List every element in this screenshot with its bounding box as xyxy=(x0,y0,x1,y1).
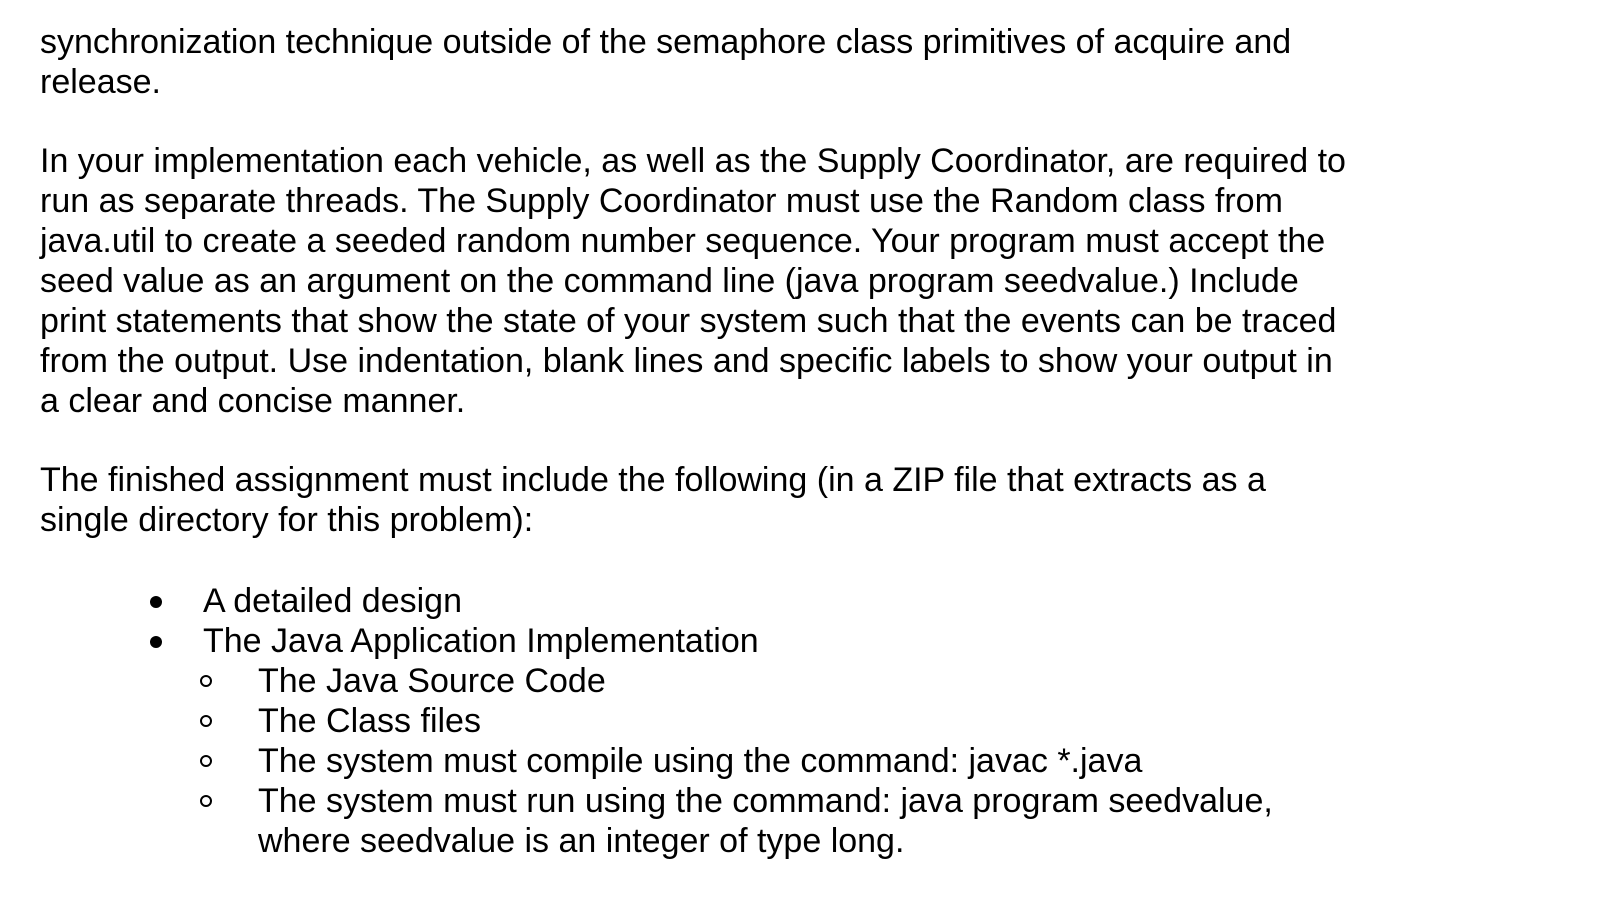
sub-list-item xyxy=(40,701,1580,741)
paragraph-spacer xyxy=(40,421,1580,460)
hollow-bullet-icon xyxy=(200,795,212,807)
intro-paragraph xyxy=(40,22,1580,102)
sub-list-item-label: The system must compile using the command: javac *.java xyxy=(258,742,1143,780)
sub-list-item xyxy=(40,741,1580,781)
list-item xyxy=(40,581,1580,621)
sub-list-item xyxy=(40,781,1580,861)
sub-list-item-label: The Java Source Code xyxy=(258,662,606,700)
text-line: release. xyxy=(40,63,161,101)
paragraph-spacer xyxy=(40,540,1580,581)
deliverables-list xyxy=(40,581,1580,661)
sub-list-item xyxy=(40,661,1580,701)
implementation-sub-list xyxy=(40,661,1580,861)
text-line: java.util to create a seeded random number sequence. Your program must accept the xyxy=(40,222,1326,260)
text-line: from the output. Use indentation, blank lines and specific labels to show your output in xyxy=(40,342,1333,380)
sub-list-item-label: The system must run using the command: java program seedvalue, xyxy=(258,782,1273,820)
document-page xyxy=(40,22,1580,861)
hollow-bullet-icon xyxy=(200,715,212,727)
text-line: run as separate threads. The Supply Coordinator must use the Random class from xyxy=(40,182,1283,220)
text-line: The finished assignment must include the following (in a ZIP file that extracts as a xyxy=(40,461,1266,499)
sub-list-item-label: The Class files xyxy=(258,702,481,740)
text-line: print statements that show the state of your system such that the events can be traced xyxy=(40,302,1337,340)
hollow-bullet-icon xyxy=(200,755,212,767)
text-line: seed value as an argument on the command line (java program seedvalue.) Include xyxy=(40,262,1299,300)
text-line: synchronization technique outside of the semaphore class primitives of acquire and xyxy=(40,23,1292,61)
implementation-paragraph xyxy=(40,141,1580,421)
deliverables-paragraph xyxy=(40,460,1580,540)
text-line: single directory for this problem): xyxy=(40,501,534,539)
text-line: a clear and concise manner. xyxy=(40,382,466,420)
bullet-icon xyxy=(150,596,162,608)
text-line: In your implementation each vehicle, as well as the Supply Coordinator, are required to xyxy=(40,142,1346,180)
list-item-label: The Java Application Implementation xyxy=(203,622,759,660)
list-item-label: A detailed design xyxy=(203,582,462,620)
bullet-icon xyxy=(150,636,162,648)
sub-list-item-label: where seedvalue is an integer of type long. xyxy=(258,822,905,860)
list-item xyxy=(40,621,1580,661)
hollow-bullet-icon xyxy=(200,675,212,687)
paragraph-spacer xyxy=(40,102,1580,141)
